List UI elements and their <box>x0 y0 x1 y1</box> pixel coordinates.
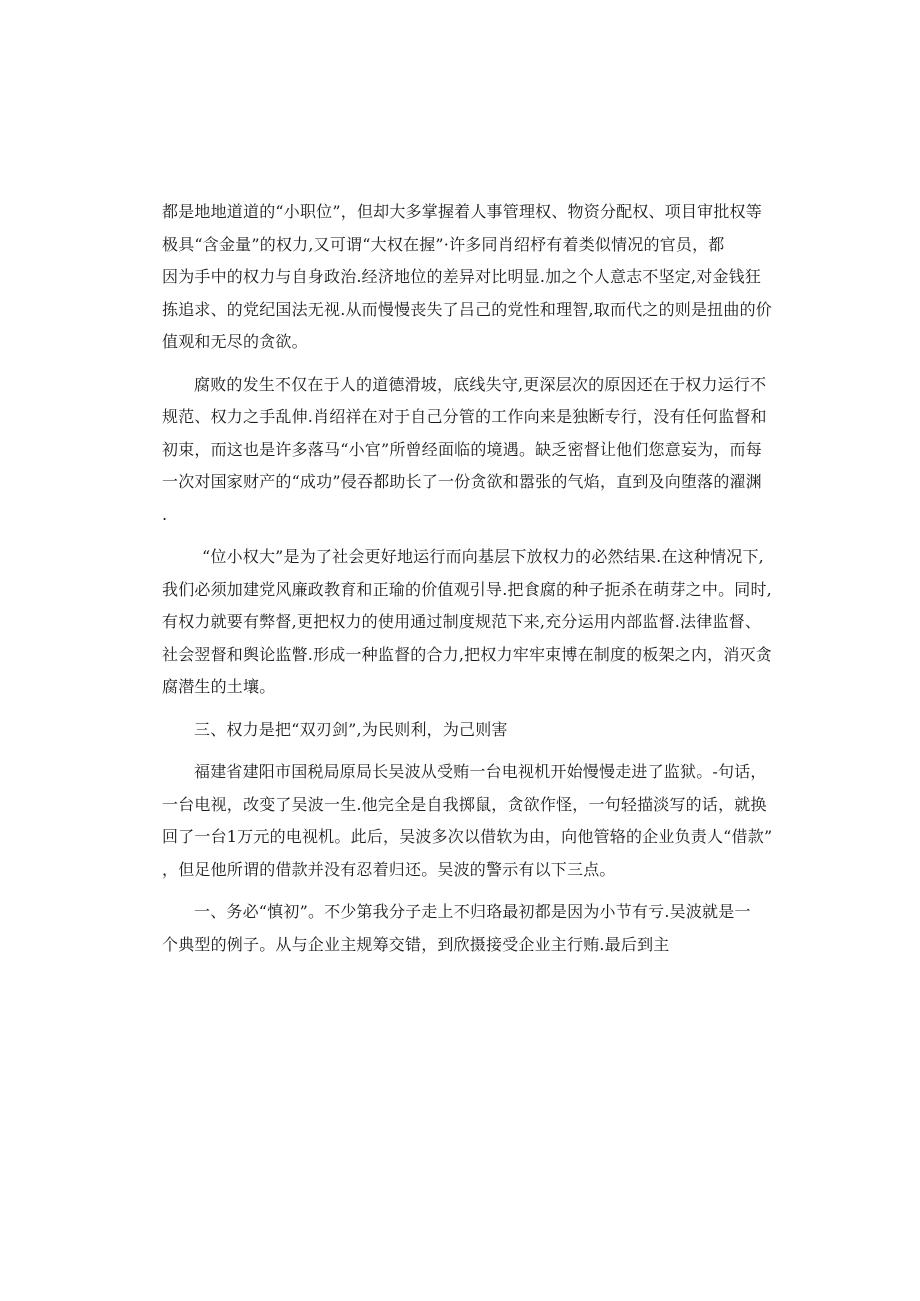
document-body <box>162 196 773 961</box>
paragraph-4 <box>162 756 773 886</box>
paragraph-gap <box>162 359 762 369</box>
paragraph-gap <box>162 531 762 541</box>
text-line: 极具“含金量”的权力,又可谓“大权在握”·许多同肖绍杼有着类似情况的官员，都 <box>162 234 725 254</box>
paragraph-5 <box>162 896 762 961</box>
text-line: 一次对国家财产的“成功”侵吞都助长了一份贪欲和嚣张的气焰，直到及向堕落的濯渊 <box>162 472 762 491</box>
text-line: 都是地地道道的“小职位”，但却大多掌握着人事管理权、物资分配权、项目审批权等 <box>162 202 762 221</box>
text-line: 福建省建阳市国税局原局长吴波从受贿一台电视机开始慢慢走进了监狱。-句话， <box>194 762 767 781</box>
text-line: 拣追求、的党纪国法无视.从而慢慢丧失了吕己的党性和理智,取而代之的则是扭曲的价 <box>162 299 772 319</box>
text-line: 我们必须加建党风廉政教育和正瑜的价值观引导.把食腐的种子扼杀在萌芽之中。同时, <box>162 579 772 599</box>
text-line: 因为手中的权力与自身政治.经济地位的差异对比明显.加之个人意志不坚定,对金钱狂 <box>162 267 762 286</box>
text-line: 社会翌督和舆论监瞥.形成一种监督的合力,把权力牢牢束博在制度的板架之内，消灭贪 <box>162 644 772 664</box>
paragraph-gap <box>162 746 762 756</box>
text-line: 值观和无尽的贪欲。 <box>162 332 308 351</box>
text-line: . <box>162 504 168 524</box>
text-line: 规范、权力之手乱伸.肖绍祥在对于自己分管的工作向来是独断专行，没有任何监督和 <box>162 407 767 426</box>
text-line: 腐潜生的土壤。 <box>162 677 276 696</box>
text-line: ，但足他所谓的借款并没有忍着归还。吴波的警示有以下三点。 <box>162 859 616 879</box>
text-line: 一台电视，改变了吴波一生.他完全是自我掷鼠，贪欲作怪，一句轻描淡写的话，就换 <box>162 794 767 814</box>
paragraph-gap <box>162 704 762 714</box>
heading-line: 三、权力是把“双刃剑”,为民则利，为己则害 <box>194 719 508 739</box>
paragraph-3 <box>162 541 772 704</box>
text-line: 个典型的例子。从与企业主规筹交错，到欣摄接受企业主行贿.最后到主 <box>162 934 670 954</box>
paragraph-1 <box>162 196 772 359</box>
text-line: 一、务必“慎初”。不少第我分子走上不归珞最初都是因为小节有亏.吴波就是一 <box>194 902 751 921</box>
paragraph-gap <box>162 886 762 896</box>
text-line: “位小权大”是为了社会更好地运行而向基层下放权力的必然结果.在这种情况下, <box>202 547 764 566</box>
section-heading <box>162 714 762 747</box>
text-line: 腐败的发生不仅在于人的道德滑坡，底线失守,更深层次的原因还在于权力运行不 <box>194 374 767 394</box>
paragraph-2 <box>162 369 767 532</box>
text-line: 初束，而这也是许多落马“小官”所曾经面临的境遇。缺乏密督让他们您意妄为，而每 <box>162 439 762 459</box>
text-line: 有权力就要有弊督,更把权力的使用通过制度规范下来,充分运用内部监督.法律监督、 <box>162 612 762 631</box>
text-line: 回了一台1万元的电视机。此后，吴波多次以借软为由，向他管辂的企业负责人“借款” <box>162 827 773 846</box>
